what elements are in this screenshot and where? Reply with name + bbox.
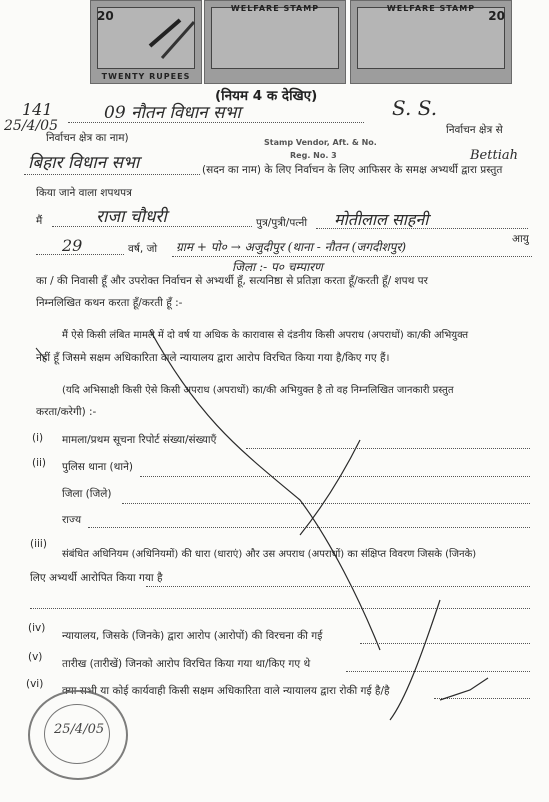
revenue-stamp-right [350,0,512,84]
main-prefix: मैं [36,215,43,227]
revenue-stamp-left [90,0,202,84]
item-vi-number: (vi) [26,678,44,690]
para2-line2: करता/करेगी) :- [36,406,97,418]
handwritten-name: राजा चौधरी [96,207,167,227]
handwritten-address-line2: जिला :- प० चम्पारण [232,260,323,274]
handwritten-address-line1: ग्राम + पो० → अजुदीपुर (थाना - नौतन (जगदीशपुर) [176,240,407,254]
son-daughter-label: पुत्र/पुत्री/पत्नी [256,217,308,229]
handwritten-signature-top: S. S. [392,96,438,120]
stamp-vendor-overprint: Stamp Vendor, Aft. & No. [264,138,377,147]
handwritten-house-name: बिहार विधान सभा [28,153,140,173]
seal-handwritten-text: 25/4/05 [54,722,105,737]
stamp-label-right: WELFARE STAMP [386,4,476,13]
item-iv-text: न्यायालय, जिसके (जिनके) द्वारा आरोप (आरोपों) की विरचना की गई [62,630,323,642]
age-underline [36,254,124,255]
item-i-number: (i) [32,432,44,444]
address-underline [172,256,532,257]
resident-line: का / की निवासी हूँ और उपरोक्त निर्वाचन से अभ्यर्थी हूँ, सत्यनिष्ठा से प्रतिज्ञा करता हूँ/करती हूँ/ शपथ पर [36,275,428,287]
years-label: वर्ष, जो [128,243,158,255]
item-iv-fill-line [360,643,530,644]
stamp-label-middle: WELFARE STAMP [230,4,320,13]
item-v-number: (v) [28,651,43,663]
state-text: राज्य [62,514,82,526]
item-iii-line1: संबंधित अधिनियम (अधिनियमों) की धारा (धाराएं) और उस अपराध (अपराधों) का संक्षिप्त विवरण जिसके (जिनके) [62,549,477,560]
item-iv-number: (iv) [28,622,46,634]
cross-out-line-2 [390,600,440,720]
item-ii-fill-line [140,476,530,477]
para1-line1: मैं ऐसे किसी लंबित मामले में दो वर्ष या अधिक के कारावास से दंडनीय किसी अपराध (अपराधों) का/की अभियुक्त [62,330,469,341]
stamp-value-left: 20 [97,9,114,23]
constituency-right-label: निर्वाचन क्षेत्र से [446,124,503,136]
handwritten-serial-bottom: 25/4/05 [4,118,58,134]
para2-line1: (यदि अभिसाक्षी किसी ऐसे किसी अपराध (अपराधों) का/की अभियुक्त है तो वह निम्नलिखित जानकारी प्रस्तुत [62,385,454,396]
item-i-text: मामला/प्रथम सूचना रिपोर्ट संख्या/संख्याएँ [62,434,217,446]
handwritten-serial-top: 141 [22,100,53,119]
name-underline [52,226,252,227]
stamp-value-right: 20 [488,9,505,23]
para1-line2: नहीं हूँ जिसमे सक्षम अधिकारिता वाले न्यायालय द्वारा आरोप विरचित किया गया है/किए गए हैं। [36,352,390,364]
father-name-underline [316,228,528,229]
item-ii-number: (ii) [32,457,47,469]
item-iii-fill-line1 [146,586,530,587]
item-iii-fill-line2 [30,608,530,609]
handwritten-age: 29 [62,236,83,255]
form-heading: (नियम 4 क देखिए) [215,88,318,104]
age-label: आयु [512,233,529,245]
check-stroke [440,678,488,700]
item-iii-line2: लिए अभ्यर्थी आरोपित किया गया है [30,572,163,584]
house-name-underline [24,174,200,175]
item-i-fill-line [246,448,530,449]
district-fill-line [122,503,530,504]
house-name-line-text: (सदन का नाम) के लिए निर्वाचन के लिए आफिसर के समक्ष अभ्यर्थी द्वारा प्रस्तुत [202,164,503,176]
stamp-vendor-regno: Reg. No. 3 [290,151,337,160]
state-fill-line [88,527,530,528]
handwritten-father-name: मोतीलाल साहनी [334,210,429,229]
statement-line: निम्नलिखित कथन करता हूँ/करती हूँ :- [36,297,183,309]
item-v-fill-line [346,671,530,672]
district-text: जिला (जिले) [62,488,112,500]
handwritten-constituency: 09 नौतन विधान सभा [104,103,241,123]
constituency-label: निर्वाचन क्षेत्र का नाम) [46,132,129,144]
stamp-label-left: TWENTY RUPEES [101,72,191,81]
handwritten-signature-right: Bettiah [470,148,518,163]
affidavit-line: किया जाने वाला शपथपत्र [36,187,132,199]
cross-out-line [300,440,360,535]
item-v-text: तारीख (तारीखें) जिनको आरोप विरचित किया गया था/किए गए थे [62,658,311,670]
item-vi-text: क्या सभी या कोई कार्यवाही किसी सक्षम अधिकारिता वाले न्यायालय द्वारा रोकी गई है/है [62,685,390,697]
item-iii-number: (iii) [30,538,47,550]
revenue-stamp-middle [204,0,346,84]
cross-out-curve [150,330,380,650]
item-ii-text: पुलिस थाना (थाने) [62,461,134,473]
constituency-underline [68,122,364,123]
item-vi-fill-line [434,698,530,699]
